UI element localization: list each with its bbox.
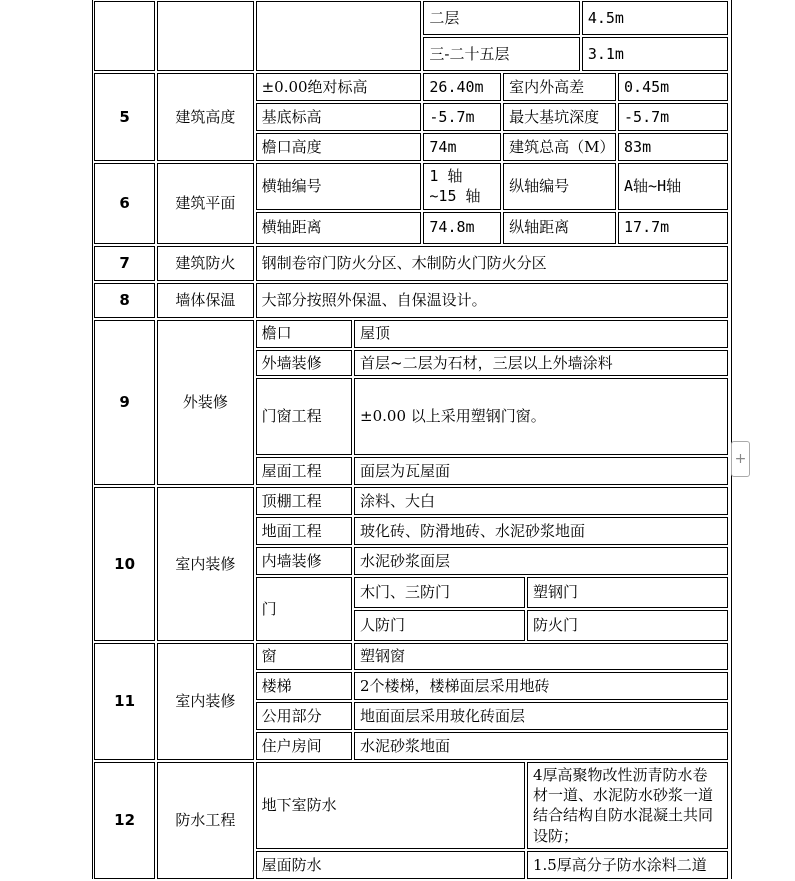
- value-cell: 地面面层采用玻化砖面层: [354, 702, 728, 730]
- row-number-cell: [94, 1, 155, 71]
- value-cell: 木门、三防门: [354, 577, 525, 608]
- value-cell: 首层~二层为石材，三层以上外墙涂料: [354, 350, 728, 376]
- row-number-cell: 10: [94, 487, 155, 641]
- category-cell: 室内装修: [157, 487, 253, 641]
- category-cell: 建筑高度: [157, 73, 253, 161]
- category-cell: 墙体保温: [157, 283, 253, 318]
- label-cell: 檐口高度: [256, 133, 422, 161]
- value-cell: 塑钢窗: [354, 643, 728, 670]
- row-number-cell: 7: [94, 246, 155, 281]
- row-number-cell: 8: [94, 283, 155, 318]
- table-row: [94, 283, 728, 318]
- row-number-cell: 6: [94, 163, 155, 244]
- label-cell: 楼梯: [256, 672, 352, 700]
- value-cell: ±0.00 以上采用塑钢门窗。: [354, 378, 728, 455]
- label-cell: 檐口: [256, 320, 352, 348]
- value-cell: 83m: [618, 133, 728, 161]
- value-cell: 2个楼梯，楼梯面层采用地砖: [354, 672, 728, 700]
- value-cell: 水泥砂浆面层: [354, 547, 728, 575]
- table-row: [94, 487, 728, 515]
- label-cell: 最大基坑深度: [503, 103, 616, 131]
- table-row: [94, 163, 728, 210]
- table-row: [94, 246, 728, 281]
- value-cell: 26.40m: [423, 73, 501, 101]
- label-cell: 门: [256, 577, 352, 641]
- value-cell: A轴~H轴: [618, 163, 728, 210]
- value-cell: 屋顶: [354, 320, 728, 348]
- label-cell: 外墙装修: [256, 350, 352, 376]
- description-cell: 大部分按照外保温、自保温设计。: [256, 283, 728, 318]
- category-cell: 外装修: [157, 320, 253, 485]
- label-cell: 内墙装修: [256, 547, 352, 575]
- label-cell: 建筑总高（M）: [503, 133, 616, 161]
- value-cell: 人防门: [354, 610, 525, 641]
- label-cell: 横轴编号: [256, 163, 422, 210]
- floor-height-cell: 4.5m: [582, 1, 728, 35]
- table-row: [94, 73, 728, 101]
- value-cell: 17.7m: [618, 212, 728, 244]
- label-cell: 基底标高: [256, 103, 422, 131]
- row-number-cell: 11: [94, 643, 155, 760]
- label-cell: 室内外高差: [503, 73, 616, 101]
- category-cell: 建筑防火: [157, 246, 253, 281]
- label-cell: 公用部分: [256, 702, 352, 730]
- row-number-cell: 5: [94, 73, 155, 161]
- label-cell: 顶棚工程: [256, 487, 352, 515]
- floor-height-cell: 3.1m: [582, 37, 728, 71]
- table-row: [94, 762, 728, 849]
- value-cell: 防火门: [527, 610, 728, 641]
- value-cell: 面层为瓦屋面: [354, 457, 728, 485]
- table-row: [94, 320, 728, 348]
- table-row: [94, 1, 728, 35]
- value-cell: 玻化砖、防滑地砖、水泥砂浆地面: [354, 517, 728, 545]
- label-cell: 屋面工程: [256, 457, 352, 485]
- value-cell: 74m: [423, 133, 501, 161]
- building-spec-table: [92, 0, 730, 881]
- value-cell: 水泥砂浆地面: [354, 732, 728, 760]
- label-cell: 横轴距离: [256, 212, 422, 244]
- description-cell: 钢制卷帘门防火分区、木制防火门防火分区: [256, 246, 728, 281]
- expand-button[interactable]: +: [731, 441, 750, 477]
- row-number-cell: 12: [94, 762, 155, 879]
- label-cell: [256, 1, 422, 71]
- label-cell: 地面工程: [256, 517, 352, 545]
- value-cell: 0.45m: [618, 73, 728, 101]
- value-cell: 74.8m: [423, 212, 501, 244]
- floor-label-cell: 三-二十五层: [423, 37, 579, 71]
- label-cell: 住户房间: [256, 732, 352, 760]
- value-cell: 4厚高聚物改性沥青防水卷材一道、水泥防水砂浆一道结合结构自防水混凝土共同设防；: [527, 762, 728, 849]
- label-cell: 门窗工程: [256, 378, 352, 455]
- floor-label-cell: 二层: [423, 1, 579, 35]
- category-cell: 防水工程: [157, 762, 253, 879]
- value-cell: -5.7m: [423, 103, 501, 131]
- category-cell: 建筑平面: [157, 163, 253, 244]
- value-cell: -5.7m: [618, 103, 728, 131]
- category-cell: [157, 1, 253, 71]
- value-cell: 塑钢门: [527, 577, 728, 608]
- label-cell: 纵轴距离: [503, 212, 616, 244]
- label-cell: ±0.00绝对标高: [256, 73, 422, 101]
- label-cell: 窗: [256, 643, 352, 670]
- value-cell: 涂料、大白: [354, 487, 728, 515]
- category-cell: 室内装修: [157, 643, 253, 760]
- label-cell: 地下室防水: [256, 762, 525, 849]
- row-number-cell: 9: [94, 320, 155, 485]
- label-cell: 纵轴编号: [503, 163, 616, 210]
- value-cell: 1 轴 ~15 轴: [423, 163, 501, 210]
- table-row: [94, 643, 728, 670]
- value-cell: 1.5厚高分子防水涂料二道: [527, 851, 728, 879]
- label-cell: 屋面防水: [256, 851, 525, 879]
